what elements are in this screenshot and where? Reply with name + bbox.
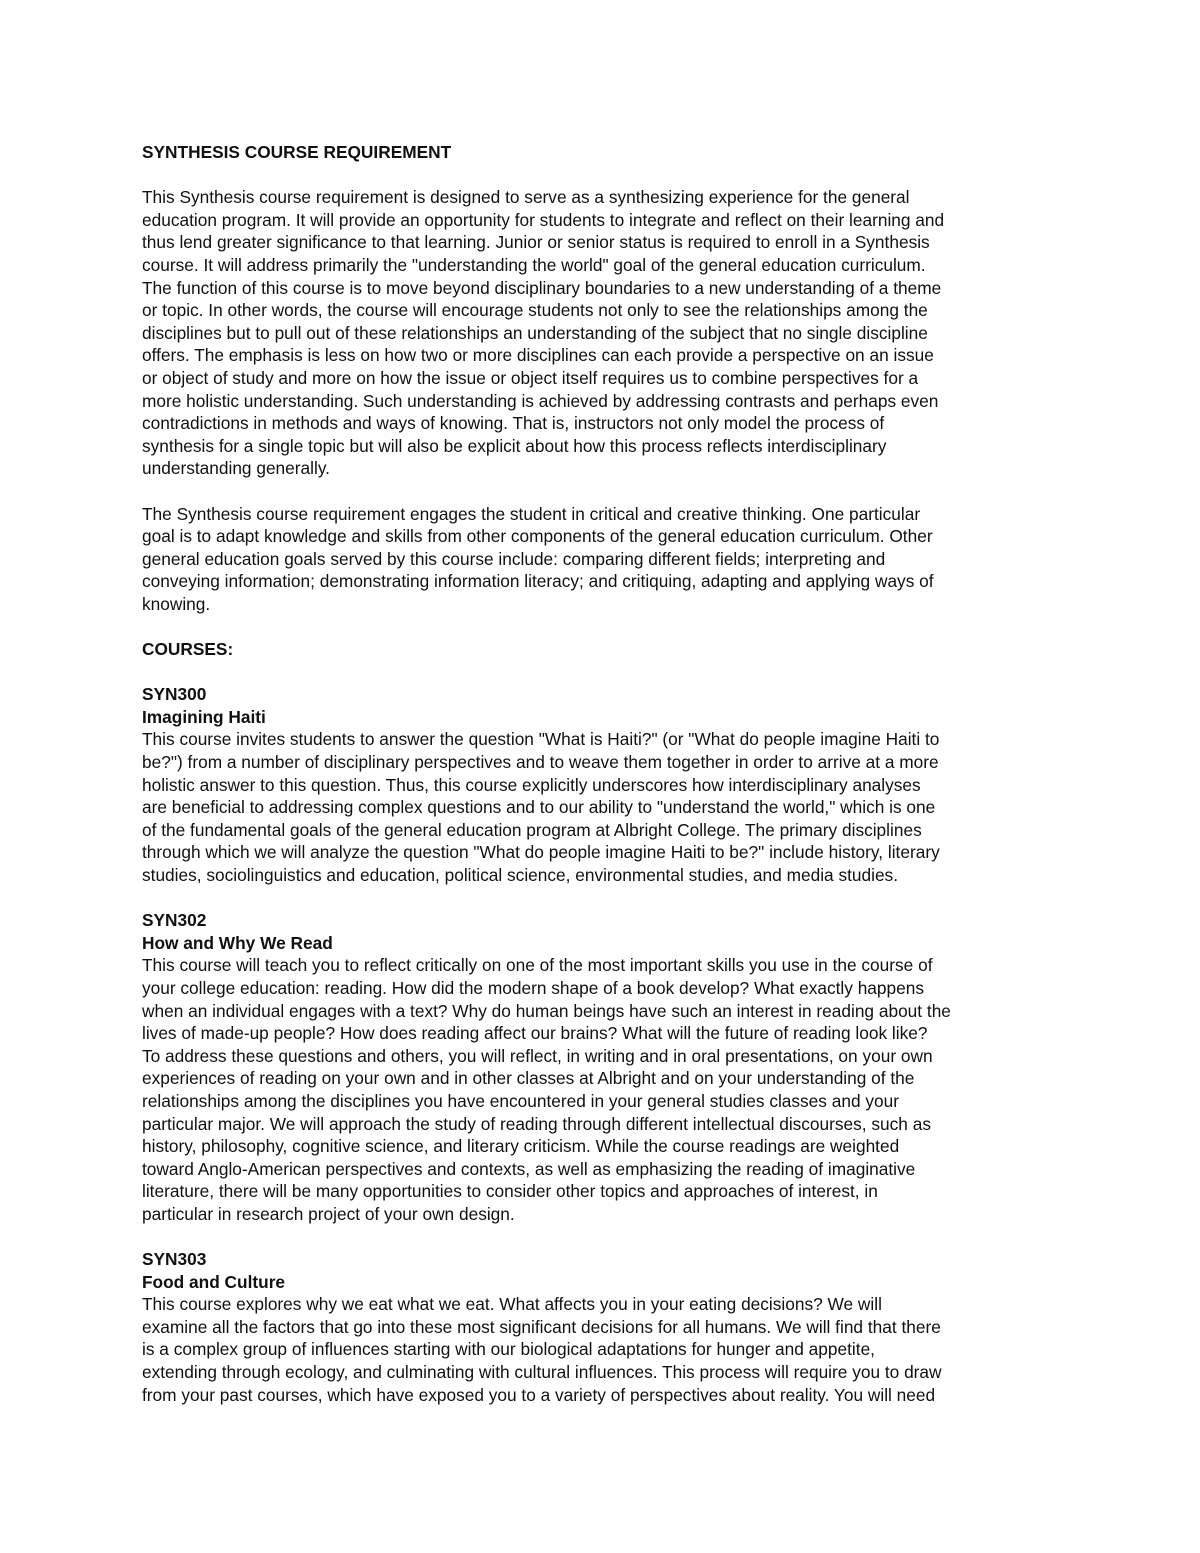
course-title: Imagining Haiti: [142, 706, 266, 727]
course-description: This course explores why we eat what we eat. What affects you in your eating decisions? We will examine all the factors that go into these most significant decisions for all humans. We will find that there is a complex group of influences starting with our biological adaptations for hunger and appetite, extending through ecology, and culminating with cultural influences. This process will require you to draw from your past courses, which have exposed you to a variety of perspectives about reality. You will need: [142, 1294, 942, 1405]
course-entry-syn302: [142, 909, 1062, 1225]
course-entry-syn300: [142, 683, 1062, 886]
course-code: SYN303: [142, 1249, 207, 1270]
spacer: [142, 887, 1062, 910]
course-description: This course invites students to answer the question "What is Haiti?" (or "What do people imagine Haiti to be?") from a number of disciplinary perspectives and to weave them together in order to arrive at a more holistic answer to this question. Thus, this course explicitly underscores how interdisciplinary analyses are beneficial to addressing complex questions and to our ability to "understand the world," which is one of the fundamental goals of the general education program at Albright College. The primary disciplines through which we will analyze the question "What do people imagine Haiti to be?" include history, literary studies, sociolinguistics and education, political science, environmental studies, and media studies.: [142, 729, 940, 885]
intro-paragraph-1: This Synthesis course requirement is designed to serve as a synthesizing experience for the general education program. It will provide an opportunity for students to integrate and reflect on their learning and thus lend greater significance to that learning. Junior or senior status is required to enroll in a Synthesis course. It will address primarily the "understanding the world" goal of the general education curriculum. The function of this course is to move beyond disciplinary boundaries to a new understanding of a theme or topic. In other words, the course will encourage students not only to see the relationships among the disciplines but to pull out of these relationships an understanding of the subject that no single discipline offers. The emphasis is less on how two or more disciplines can each provide a perspective on an issue or object of study and more on how the issue or object itself requires us to combine perspectives for a more holistic understanding. Such understanding is achieved by addressing contrasts and perhaps even contradictions in methods and ways of knowing. That is, instructors not only model the process of synthesis for a single topic but will also be explicit about how this process reflects interdisciplinary understanding generally.: [142, 187, 945, 479]
course-entry-syn303: [142, 1248, 1062, 1406]
course-description: This course will teach you to reflect critically on one of the most important skills you use in the course of your college education: reading. How did the modern shape of a book develop? What exactly happens when an individual engages with a text? Why do human beings have such an interest in reading about the lives of made-up people? How does reading affect our brains? What will the future of reading look like? To address these questions and others, you will reflect, in writing and in oral presentations, on your own experiences of reading on your own and in other classes at Albright and on your understanding of the relationships among the disciplines you have encountered in your general studies classes and your particular major. We will approach the study of reading through different intellectual discourses, such as history, philosophy, cognitive science, and literary criticism. While the course readings are weighted toward Anglo-American perspectives and contexts, as well as emphasizing the reading of imaginative literature, there will be many opportunities to consider other topics and approaches of interest, in particular in research project of your own design.: [142, 955, 951, 1224]
course-code: SYN300: [142, 684, 207, 705]
course-code: SYN302: [142, 910, 207, 931]
spacer: [142, 1226, 1062, 1249]
course-title: Food and Culture: [142, 1271, 286, 1292]
course-title: How and Why We Read: [142, 932, 333, 953]
spacer: [142, 164, 1062, 187]
spacer: [142, 615, 1062, 638]
document-page: [142, 141, 1062, 1406]
courses-heading: COURSES:: [142, 639, 234, 660]
document-title: SYNTHESIS COURSE REQUIREMENT: [142, 142, 452, 162]
intro-paragraph-2: The Synthesis course requirement engages the student in critical and creative thinking. One particular goal is to adapt knowledge and skills from other components of the general education curriculum. Other general education goals served by this course include: comparing different fields; interpreting and conveying information; demonstrating information literacy; and critiquing, adapting and applying ways of knowing.: [142, 503, 934, 614]
spacer: [142, 661, 1062, 684]
spacer: [142, 480, 1062, 503]
